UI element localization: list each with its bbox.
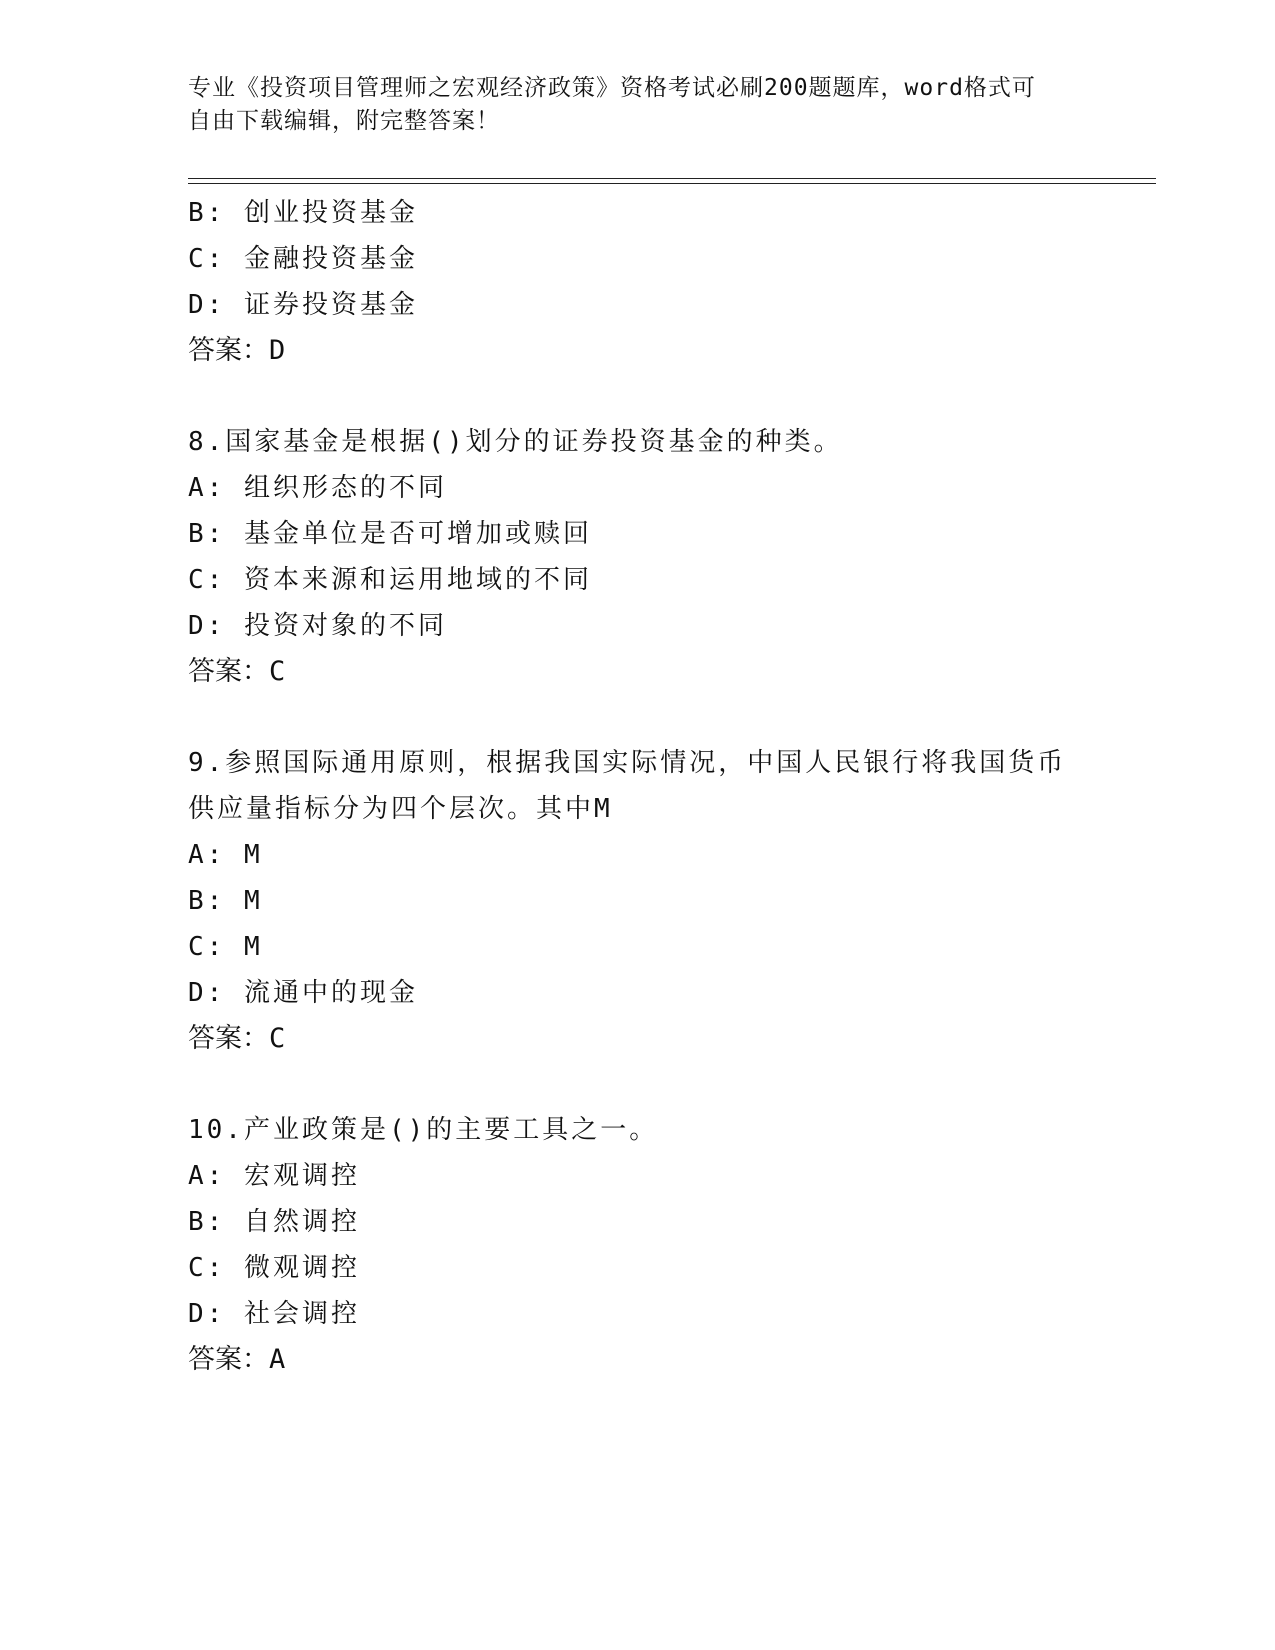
option-a: A: 宏观调控 xyxy=(188,1161,360,1191)
answer-label: 答案： xyxy=(188,335,269,366)
answer-value: A xyxy=(269,1344,286,1375)
question-title-line-1: 9.参照国际通用原则，根据我国实际情况，中国人民银行将我国货币 xyxy=(188,748,1067,778)
option-b: B: 基金单位是否可增加或赎回 xyxy=(188,519,592,549)
document-header xyxy=(188,72,1088,138)
option-c: C: 微观调控 xyxy=(188,1253,360,1283)
header-divider-top xyxy=(188,178,1156,179)
answer-label: 答案： xyxy=(188,1023,269,1054)
option-c: C: M xyxy=(188,932,263,962)
question-list xyxy=(188,190,1148,1383)
question-title: 10.产业政策是()的主要工具之一。 xyxy=(188,1115,659,1145)
answer-value: C xyxy=(269,1023,286,1054)
answer-value: C xyxy=(269,656,286,687)
option-d: D: 证券投资基金 xyxy=(188,290,418,320)
question-7-tail xyxy=(188,190,1148,374)
option-b: B: 创业投资基金 xyxy=(188,198,418,228)
question-10 xyxy=(188,1107,1148,1383)
question-title: 8.国家基金是根据()划分的证券投资基金的种类。 xyxy=(188,427,843,457)
option-d: D: 社会调控 xyxy=(188,1299,360,1329)
header-divider-bottom xyxy=(188,183,1156,184)
option-d: D: 投资对象的不同 xyxy=(188,611,447,641)
option-a: A: M xyxy=(188,840,263,870)
answer-line xyxy=(188,1016,1148,1062)
option-a: A: 组织形态的不同 xyxy=(188,473,447,503)
question-8 xyxy=(188,419,1148,695)
option-d: D: 流通中的现金 xyxy=(188,978,418,1008)
answer-line xyxy=(188,328,1148,374)
answer-label: 答案： xyxy=(188,656,269,687)
header-line-1: 专业《投资项目管理师之宏观经济政策》资格考试必刷200题题库，word格式可 xyxy=(188,75,1036,101)
option-b: B: 自然调控 xyxy=(188,1207,360,1237)
option-b: B: M xyxy=(188,886,263,916)
answer-label: 答案： xyxy=(188,1344,269,1375)
question-9 xyxy=(188,740,1148,1062)
answer-value: D xyxy=(269,335,286,366)
answer-line xyxy=(188,1337,1148,1383)
option-c: C: 资本来源和运用地域的不同 xyxy=(188,565,592,595)
header-line-2: 自由下载编辑，附完整答案！ xyxy=(188,108,500,134)
option-c: C: 金融投资基金 xyxy=(188,244,418,274)
answer-line xyxy=(188,649,1148,695)
question-title-line-2: 供应量指标分为四个层次。其中M xyxy=(188,794,613,824)
